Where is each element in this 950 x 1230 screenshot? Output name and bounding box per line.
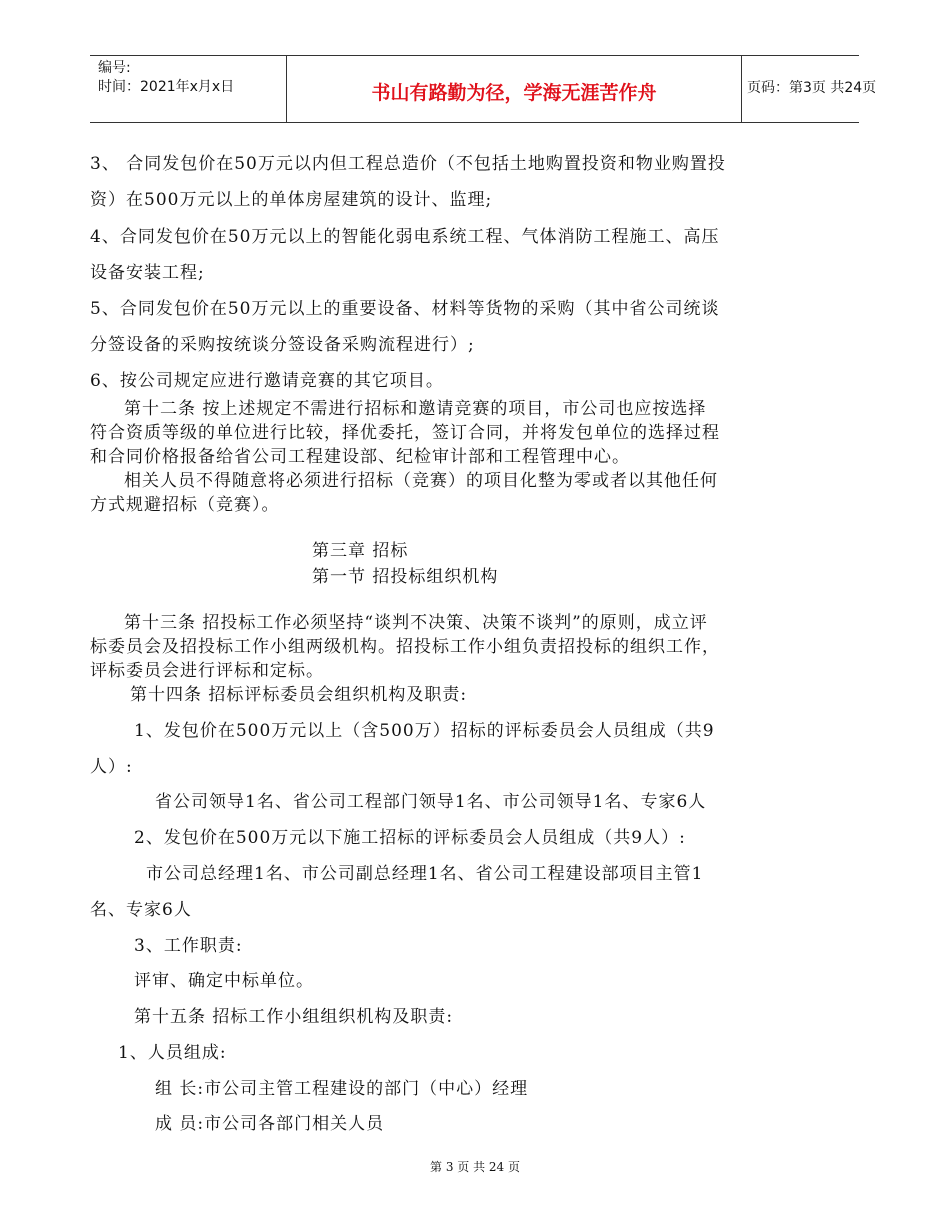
header-meta-cell [90, 56, 286, 122]
body-line: 1、人员组成: [118, 1043, 227, 1063]
section-heading: 第一节 招投标组织机构 [312, 567, 499, 587]
header-page-label: 页码：第3页 共24页 [747, 80, 877, 96]
body-line: 组 长:市公司主管工程建设的部门（中心）经理 [155, 1079, 529, 1099]
body-line: 相关人员不得随意将必须进行招标（竞赛）的项目化整为零或者以其他任何 [124, 471, 718, 491]
body-line: 和合同价格报备给省公司工程建设部、纪检审计部和工程管理中心。 [90, 447, 630, 467]
body-line: 标委员会及招投标工作小组两级机构。招投标工作小组负责招投标的组织工作， [90, 637, 720, 657]
body-line: 第十二条 按上述规定不需进行招标和邀请竞赛的项目，市公司也应按选择 [124, 399, 707, 419]
header-motto: 书山有路勤为径，学海无涯苦作舟 [371, 82, 657, 104]
body-line: 符合资质等级的单位进行比较，择优委托，签订合同，并将发包单位的选择过程 [90, 423, 720, 443]
body-line: 3、工作职责: [134, 936, 243, 956]
body-line: 资）在500万元以上的单体房屋建筑的设计、监理; [90, 190, 493, 210]
body-line: 第十四条 招标评标委员会组织机构及职责: [130, 685, 468, 705]
body-line: 第十三条 招投标工作必须坚持“谈判不决策、决策不谈判”的原则，成立评 [124, 613, 708, 633]
body-line: 第十五条 招标工作小组组织机构及职责: [134, 1007, 454, 1027]
body-line: 3、 合同发包价在50万元以内但工程总造价（不包括土地购置投资和物业购置投 [90, 154, 726, 174]
header-motto-cell [286, 56, 742, 122]
page-footer: 第 3 页 共 24 页 [430, 1160, 520, 1174]
chapter-heading: 第三章 招标 [312, 541, 409, 561]
body-line: 1、发包价在500万元以上（含500万）招标的评标委员会人员组成（共9 [134, 721, 715, 741]
body-line: 评审、确定中标单位。 [134, 971, 314, 991]
document-time-label: 时间：2021年x月x日 [98, 79, 235, 95]
body-line: 市公司总经理1名、市公司副总经理1名、省公司工程建设部项目主管1 [146, 864, 704, 884]
body-line: 方式规避招标（竞赛）。 [90, 495, 280, 515]
body-line: 成 员:市公司各部门相关人员 [155, 1114, 385, 1134]
page-header [90, 55, 877, 123]
body-line: 2、发包价在500万元以下施工招标的评标委员会人员组成（共9人）: [134, 828, 686, 848]
body-line: 人）: [90, 757, 133, 777]
body-line: 分签设备的采购按统谈分签设备采购流程进行）; [90, 335, 475, 355]
document-number-label: 编号: [98, 60, 131, 76]
body-line: 评标委员会进行评标和定标。 [90, 661, 324, 681]
header-page-cell [741, 56, 877, 122]
body-line: 4、合同发包价在50万元以上的智能化弱电系统工程、气体消防工程施工、高压 [90, 227, 720, 247]
body-line: 6、按公司规定应进行邀请竞赛的其它项目。 [90, 371, 444, 391]
body-line: 5、合同发包价在50万元以上的重要设备、材料等货物的采购（其中省公司统谈 [90, 299, 720, 319]
body-line: 省公司领导1名、省公司工程部门领导1名、市公司领导1名、专家6人 [155, 792, 707, 812]
body-line: 设备安装工程; [90, 263, 205, 283]
body-line: 名、专家6人 [90, 900, 192, 920]
